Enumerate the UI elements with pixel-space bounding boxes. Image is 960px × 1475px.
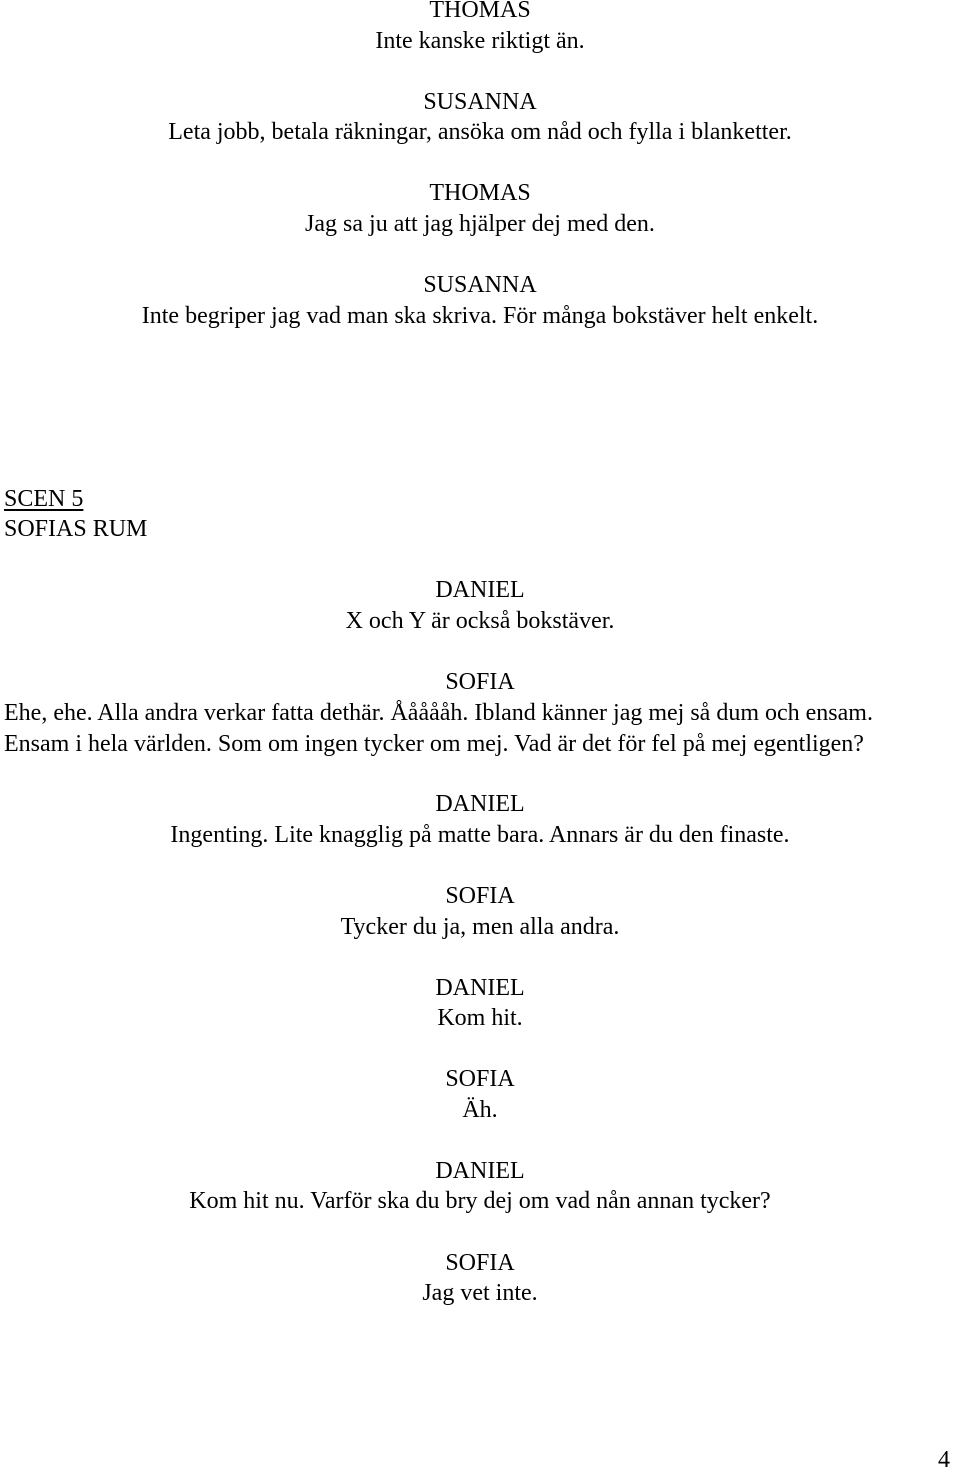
dialogue-line: Leta jobb, betala räkningar, ansöka om nåd och fylla i blanketter. [168,119,792,145]
speaker-name: SOFIA [445,1250,515,1276]
page-number: 4 [938,1447,950,1473]
dialogue-line: Jag vet inte. [422,1280,538,1306]
dialogue-line: Ensam i hela världen. Som om ingen tycker om mej. Vad är det för fel på mej egentligen? [4,731,864,757]
dialogue-line: Ehe, ehe. Alla andra verkar fatta dethär. Åååååh. Ibland känner jag mej så dum och ensam. [4,700,873,726]
speaker-name: SOFIA [445,669,515,695]
scene-location: SOFIAS RUM [4,516,148,542]
dialogue-line: Kom hit nu. Varför ska du bry dej om vad nån annan tycker? [189,1188,771,1214]
dialogue-line: Äh. [462,1097,498,1123]
dialogue-line: Kom hit. [437,1005,523,1031]
speaker-name: SUSANNA [423,272,537,298]
speaker-name: DANIEL [435,975,525,1001]
speaker-name: DANIEL [435,577,525,603]
speaker-name: THOMAS [429,180,531,206]
speaker-name: DANIEL [435,791,525,817]
dialogue-line: Tycker du ja, men alla andra. [340,914,620,940]
scene-heading: SCEN 5 [4,486,84,512]
speaker-name: SOFIA [445,883,515,909]
dialogue-line: X och Y är också bokstäver. [345,608,615,634]
dialogue-line: Ingenting. Lite knagglig på matte bara. Annars är du den finaste. [170,822,790,848]
dialogue-line: Inte kanske riktigt än. [375,28,585,54]
speaker-name: SOFIA [445,1066,515,1092]
dialogue-line: Jag sa ju att jag hjälper dej med den. [305,211,655,237]
speaker-name: THOMAS [429,0,531,23]
speaker-name: DANIEL [435,1158,525,1184]
dialogue-line: Inte begriper jag vad man ska skriva. För många bokstäver helt enkelt. [141,303,819,329]
speaker-name: SUSANNA [423,89,537,115]
